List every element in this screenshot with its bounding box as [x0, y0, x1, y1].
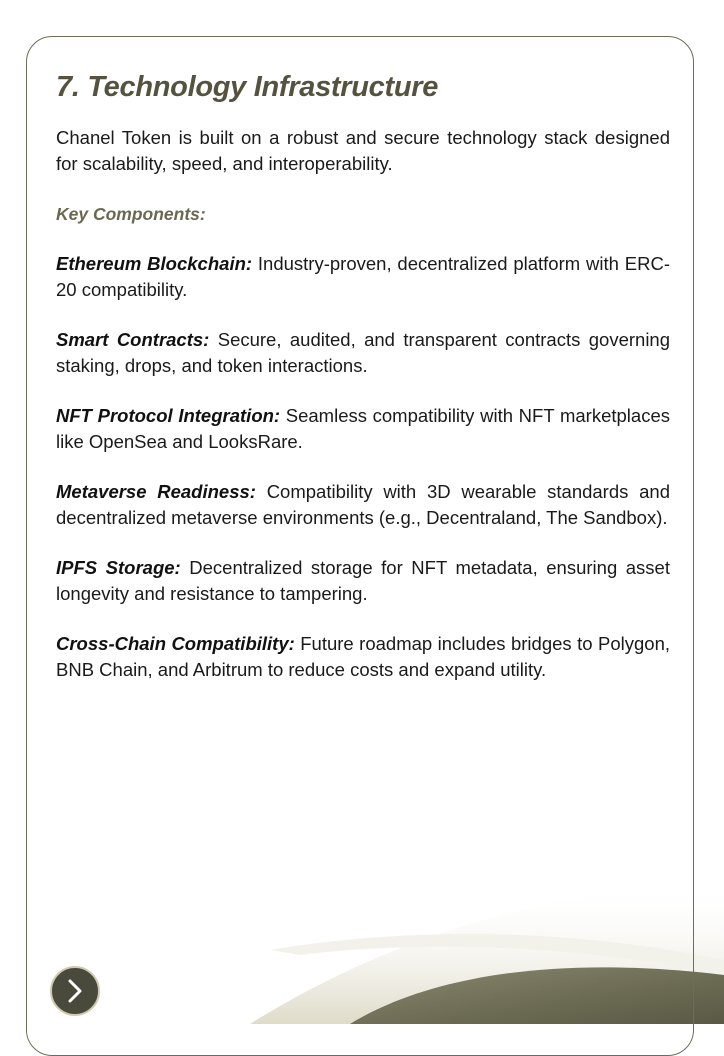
section-title: 7. Technology Infrastructure: [56, 71, 439, 103]
page-content: [56, 66, 670, 683]
key-components-heading: Key Components:: [56, 204, 206, 224]
component-metaverse-readiness: [56, 479, 670, 531]
component-term: Cross-Chain Compatibility:: [56, 633, 295, 654]
component-ethereum-blockchain: [56, 251, 670, 303]
component-smart-contracts: [56, 327, 670, 379]
component-ipfs-storage: [56, 555, 670, 607]
component-term: IPFS Storage:: [56, 557, 181, 578]
intro-paragraph: Chanel Token is built on a robust and secure technology stack designed for scalability, speed, and interoperability.: [56, 127, 670, 174]
component-description: Seamless compatibility with NFT marketplaces like OpenSea and LooksRare.: [56, 405, 670, 452]
component-term: Metaverse Readiness:: [56, 481, 256, 502]
component-description: Future roadmap includes bridges to Polygon, BNB Chain, and Arbitrum to reduce costs and expand utility.: [56, 633, 670, 680]
component-description: Industry-proven, decentralized platform with ERC-20 compatibility.: [56, 253, 670, 300]
component-term: NFT Protocol Integration:: [56, 405, 281, 426]
component-cross-chain-compatibility: [56, 631, 670, 683]
component-nft-protocol-integration: [56, 403, 670, 455]
component-description: Decentralized storage for NFT metadata, ensuring asset longevity and resistance to tampering.: [56, 557, 670, 604]
component-description: Secure, audited, and transparent contracts governing staking, drops, and token interactions.: [56, 329, 671, 376]
chevron-right-icon: [61, 977, 89, 1005]
component-term: Ethereum Blockchain:: [56, 253, 253, 274]
component-term: Smart Contracts:: [56, 329, 210, 350]
component-description: Compatibility with 3D wearable standards and decentralized metaverse environments (e.g., Decentraland, The Sandbox).: [56, 481, 670, 528]
next-page-button[interactable]: [50, 966, 100, 1016]
